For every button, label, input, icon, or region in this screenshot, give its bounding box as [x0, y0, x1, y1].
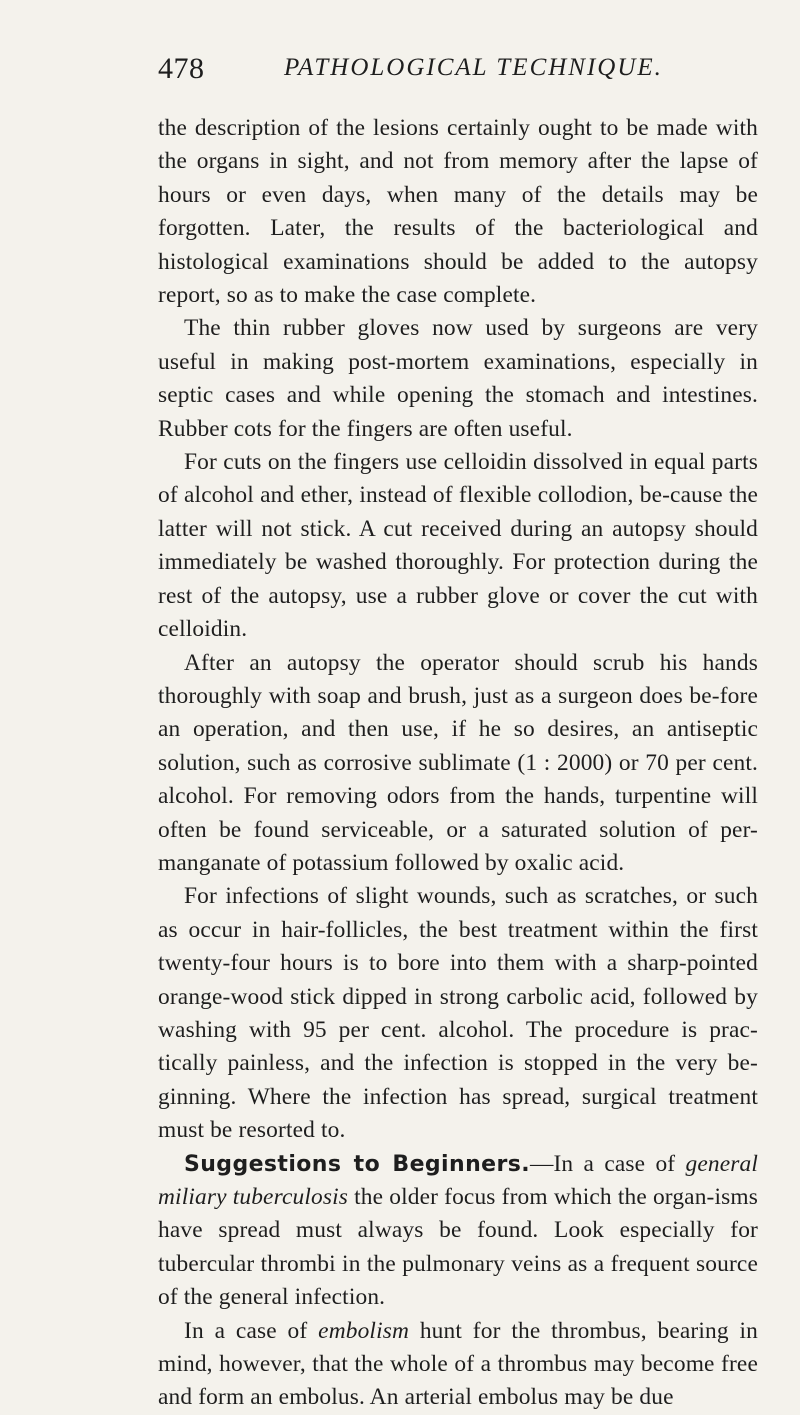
paragraph-finger-cuts: For cuts on the fingers use celloidin dissolved in equal parts of alcohol and ether, instead of flexible collodion, be-cause the latter will not stick. A cut received during an autopsy should immediately be washed thoroughly. For protection during the rest of the autopsy, use a rubber glove or cover the cut with celloidin. — [158, 449, 758, 643]
running-title: PATHOLOGICAL TECHNIQUE. — [284, 54, 663, 81]
text-run: the older focus from which the organ-isms have spread must always be found. Look especially for tubercular thrombi in the pulmonary veins as a frequent source of the general infection. — [158, 1184, 758, 1311]
paragraph-suggestions-beginners — [158, 1148, 758, 1315]
text-run: hunt for the thrombus, bearing in mind, however, that the whole of a thrombus may become free and form an embolus. An arterial embolus may be due — [158, 1317, 758, 1411]
paragraph-hand-scrubbing: After an autopsy the operator should scrub his hands thoroughly with soap and brush, just as a surgeon does be-fore an operation, and then use, if he so desires, an antiseptic solution, such as corrosive sublimate (1 : 2000) or 70 per cent. alcohol. For removing odors from the hands, turpentine will often be found serviceable, or a saturated solution of per-manganate of potassium followed by oxalic acid. — [158, 649, 758, 876]
paragraph-wound-infections: For infections of slight wounds, such as scratches, or such as occur in hair-follicles, the best treatment within the first twenty-four hours is to bore into them with a sharp-pointed orange-wood stick dipped in strong carbolic acid, followed by washing with 95 per cent. alcohol. The procedure is prac-tically painless, and the infection is stopped in the very be-ginning. Where the infection has spread, surgical treatment must be resorted to. — [158, 883, 758, 1144]
italic-term: general miliary tuberculosis — [158, 1150, 759, 1210]
body-text — [158, 112, 758, 1415]
paragraph-embolism — [158, 1315, 758, 1415]
text-run: —In a case of — [529, 1150, 686, 1177]
running-head — [158, 52, 678, 92]
paragraph-rubber-gloves: The thin rubber gloves now used by surgeons are very useful in making post-mortem examinations, especially in septic cases and while opening the stomach and intestines. Rubber cots for the fingers are often useful. — [158, 315, 758, 442]
paragraph-lesion-description: the description of the lesions certainly ought to be made with the organs in sight, and not from memory after the lapse of hours or even days, when many of the details may be forgotten. Later, the results of the bacteriological and histological examinations should be added to the autopsy report, so as to make the case complete. — [158, 115, 758, 309]
text-run: In a case of — [184, 1317, 319, 1344]
page-number: 478 — [158, 52, 205, 85]
section-heading: Suggestions to Beginners. — [184, 1151, 530, 1177]
italic-term: embolism — [318, 1317, 410, 1344]
